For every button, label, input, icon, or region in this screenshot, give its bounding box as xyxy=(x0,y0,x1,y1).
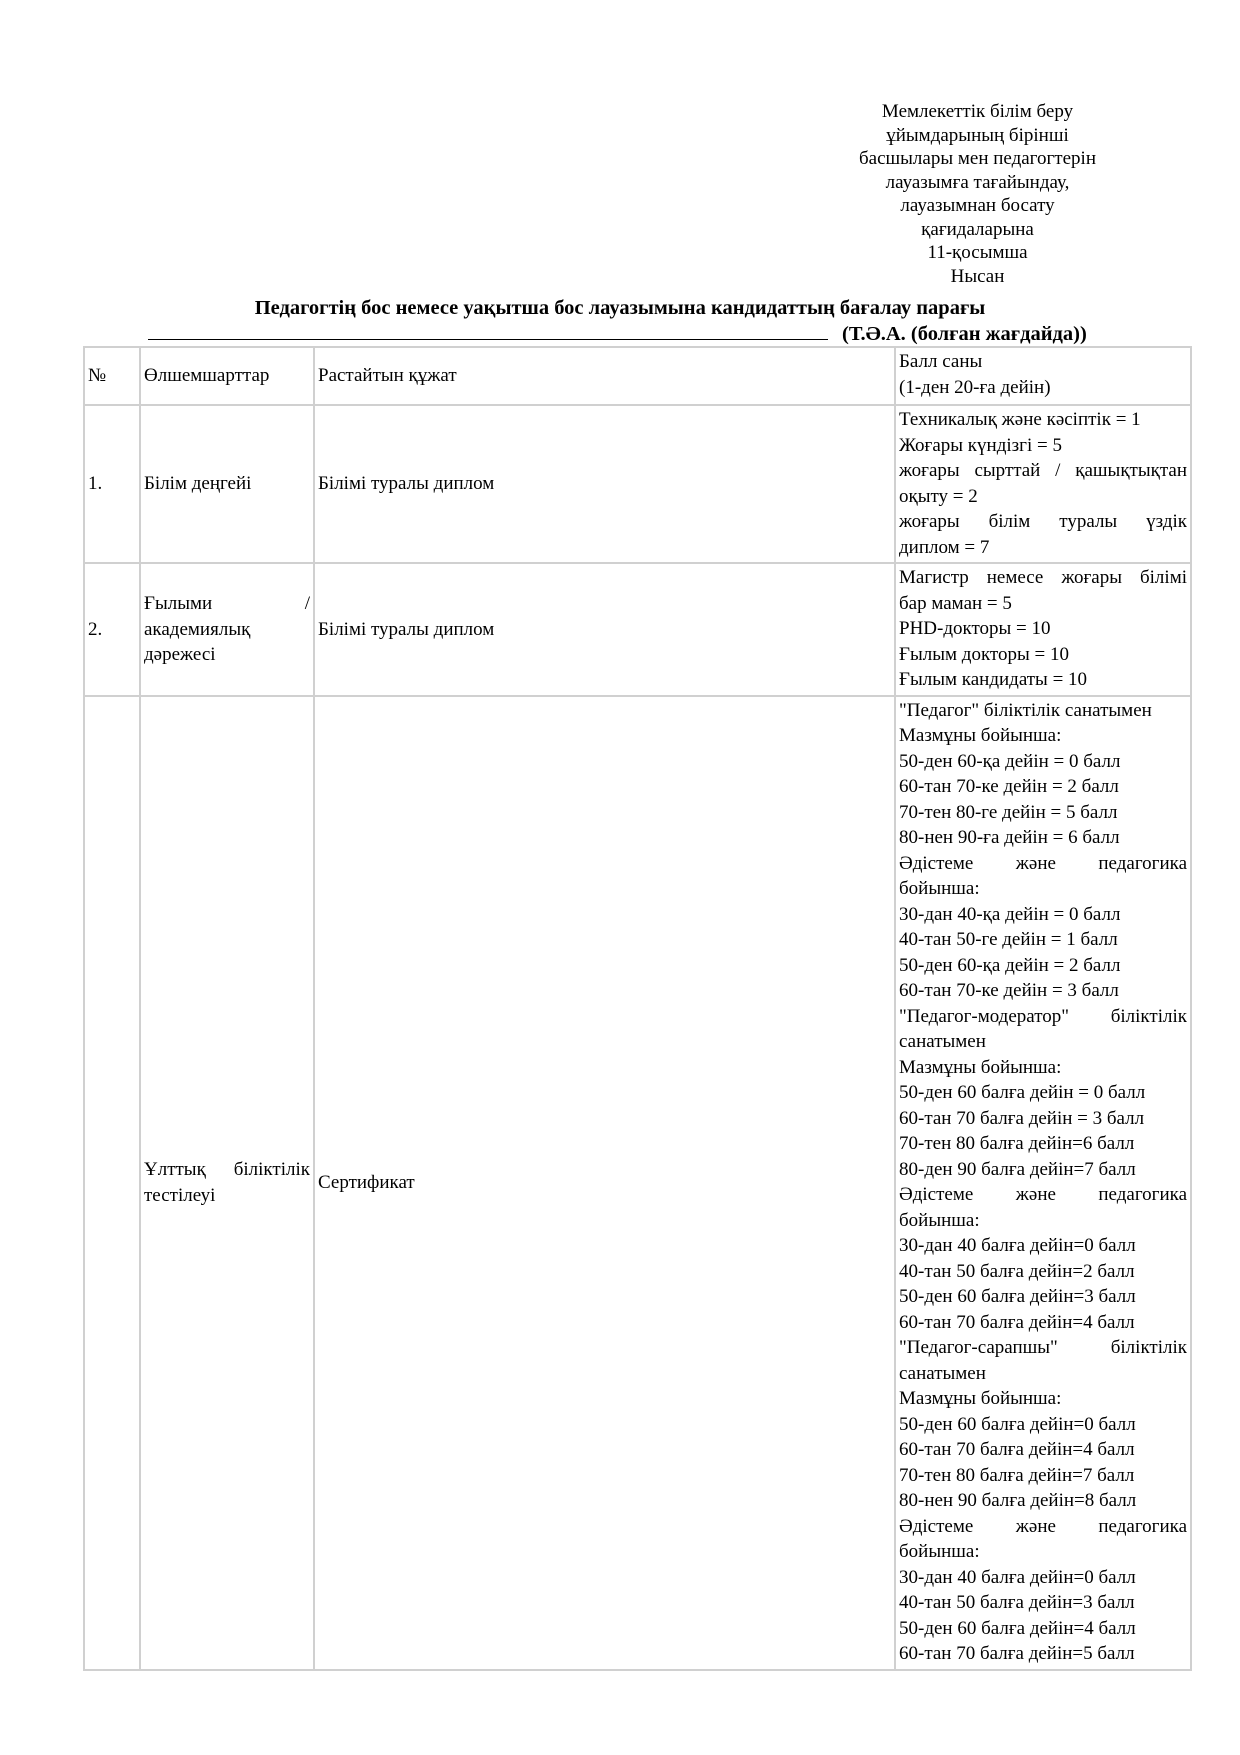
score-line: 70-тен 80-ге дейін = 5 балл xyxy=(899,801,1118,823)
row-criteria xyxy=(140,563,314,696)
score-line: 50-ден 60 балға дейін=3 балл xyxy=(899,1286,1136,1307)
score-line: 70-тен 80 балға дейін=7 балл xyxy=(899,1464,1135,1486)
header-document: Растайтын құжат xyxy=(314,347,895,405)
annex-note-line: Нысан xyxy=(950,265,1005,287)
score-line: Әдістеме және педагогика xyxy=(899,1515,1187,1537)
annex-note-line: ұйымдарының бірінші xyxy=(886,124,1069,146)
score-line: 40-тан 50-ге дейін = 1 балл xyxy=(899,929,1118,950)
row-score xyxy=(895,696,1191,1670)
row-criteria xyxy=(140,696,314,1670)
score-line: Магистр немесе жоғары білімі xyxy=(899,567,1187,588)
score-line: Әдістеме және педагогика xyxy=(899,1184,1187,1205)
score-line: 70-тен 80 балға дейін=6 балл xyxy=(899,1133,1135,1154)
score-line: PHD-докторы = 10 xyxy=(899,618,1051,639)
annex-note-line: лауазымнан босату xyxy=(900,195,1055,216)
score-line: 80-ден 90 балға дейін=7 балл xyxy=(899,1158,1136,1180)
score-line: 50-ден 60-қа дейін = 0 балл xyxy=(899,750,1121,772)
score-line: бойынша: xyxy=(899,1209,980,1231)
score-line: 40-тан 50 балға дейін=3 балл xyxy=(899,1592,1135,1613)
document-title: Педагогтің бос немесе уақытша бос лауазымына кандидаттың бағалау парағы xyxy=(254,297,986,319)
score-line: бойынша: xyxy=(899,1541,980,1562)
score-line: санатымен xyxy=(899,1362,986,1384)
criteria-line: Ғылыми / xyxy=(144,593,310,614)
score-line: 60-тан 70 балға дейін=5 балл xyxy=(899,1643,1135,1664)
table-row xyxy=(84,696,1191,1670)
row-num xyxy=(84,696,140,1670)
score-line: Мазмұны бойынша: xyxy=(899,1056,1062,1078)
header-criteria: Өлшемшарттар xyxy=(140,347,314,405)
score-line: 50-ден 60-қа дейін = 2 балл xyxy=(899,954,1121,976)
candidate-name-line xyxy=(148,320,1118,347)
score-line: "Педагог" біліктілік санатымен xyxy=(899,699,1152,721)
table-header-row xyxy=(84,347,1191,405)
score-line: 60-тан 70 балға дейін=4 балл xyxy=(899,1439,1135,1460)
score-line: 30-дан 40 балға дейін=0 балл xyxy=(899,1235,1136,1256)
score-line: 60-тан 70-ке дейін = 3 балл xyxy=(899,980,1119,1001)
row-criteria xyxy=(140,405,314,563)
score-line: Ғылым докторы = 10 xyxy=(899,643,1069,665)
row-document: Сертификат xyxy=(314,696,895,1670)
header-score xyxy=(895,347,1191,405)
annex-note-line: лауазымға тағайындау, xyxy=(885,171,1070,193)
row-score xyxy=(895,563,1191,696)
evaluation-table xyxy=(83,346,1192,1671)
table-row xyxy=(84,405,1191,563)
criteria-line: Ұлттық біліктілік xyxy=(144,1159,310,1180)
score-line: 60-тан 70 балға дейін=4 балл xyxy=(899,1311,1135,1333)
score-line: 50-ден 60 балға дейін=4 балл xyxy=(899,1617,1136,1639)
score-line: "Педагог-модератор" біліктілік xyxy=(899,1005,1187,1027)
annex-note xyxy=(845,100,1110,288)
annex-note-line: Мемлекеттік білім беру xyxy=(881,101,1074,122)
annex-note-line: қағидаларына xyxy=(921,218,1034,240)
row-score xyxy=(895,405,1191,563)
score-line: Мазмұны бойынша: xyxy=(899,725,1062,746)
score-line: жоғары білім туралы үздік xyxy=(899,511,1187,532)
criteria-line: тестілеуі xyxy=(144,1184,216,1206)
score-line: бойынша: xyxy=(899,878,980,899)
candidate-name-label: (Т.Ә.А. (болған жағдайда)) xyxy=(842,323,1087,345)
score-line: жоғары сырттай / қашықтықтан xyxy=(899,460,1187,481)
score-line: 80-нен 90 балға дейін=8 балл xyxy=(899,1490,1137,1511)
score-line: "Педагог-сарапшы" біліктілік xyxy=(899,1337,1187,1358)
score-line: 30-дан 40 балға дейін=0 балл xyxy=(899,1566,1136,1588)
score-line: Әдістеме және педагогика xyxy=(899,852,1187,874)
row-num: 2. xyxy=(84,563,140,696)
score-line: 60-тан 70 балға дейін = 3 балл xyxy=(899,1107,1145,1129)
criteria-line: Білім деңгейі xyxy=(144,473,252,495)
score-line: диплом = 7 xyxy=(899,536,990,558)
score-line: 50-ден 60 балға дейін=0 балл xyxy=(899,1413,1136,1435)
criteria-line: академиялық xyxy=(144,618,251,640)
criteria-line: дәрежесі xyxy=(144,644,216,665)
score-line: Мазмұны бойынша: xyxy=(899,1388,1062,1409)
header-num: № xyxy=(84,347,140,405)
score-line: бар маман = 5 xyxy=(899,592,1012,614)
table-row xyxy=(84,563,1191,696)
row-num: 1. xyxy=(84,405,140,563)
score-line: 80-нен 90-ға дейін = 6 балл xyxy=(899,827,1120,848)
score-line: 30-дан 40-қа дейін = 0 балл xyxy=(899,903,1121,925)
score-line: Жоғары күндізгі = 5 xyxy=(899,434,1062,456)
row-document: Білімі туралы диплом xyxy=(314,563,895,696)
score-line: 60-тан 70-ке дейін = 2 балл xyxy=(899,776,1119,797)
annex-note-line: 11-қосымша xyxy=(927,242,1028,263)
header-score-line: (1-ден 20-ға дейін) xyxy=(899,376,1051,398)
score-line: 50-ден 60 балға дейін = 0 балл xyxy=(899,1082,1146,1103)
score-line: Ғылым кандидаты = 10 xyxy=(899,669,1088,690)
row-document: Білімі туралы диплом xyxy=(314,405,895,563)
header-score-line: Балл саны xyxy=(899,351,983,372)
candidate-name-blank[interactable] xyxy=(148,320,828,340)
score-line: санатымен xyxy=(899,1031,986,1052)
score-line: оқыту = 2 xyxy=(899,485,978,507)
annex-note-line: басшылары мен педагогтерін xyxy=(859,148,1096,169)
score-line: Техникалық және кәсіптік = 1 xyxy=(899,409,1141,430)
score-line: 40-тан 50 балға дейін=2 балл xyxy=(899,1260,1135,1282)
